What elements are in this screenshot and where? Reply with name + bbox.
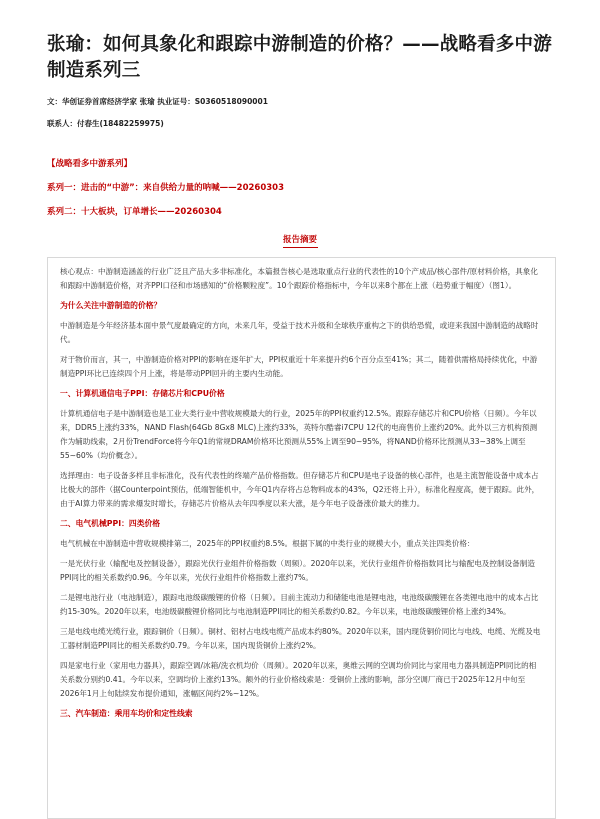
paragraph-selection-reason: 选择理由：电子设备多样且非标准化，没有代表性的终端产品价格指数。但存储芯片和CPU是电子设备的核心部件，也是主流智能设备中成本占比极大的部件（据Counterpoint预估，低端智能机中，今年Q1内存将占总物料成本的43%，Q2还将上升），标准化程度高，便于跟踪。此外，由于AI算力带来的需求爆发时增长，存储芯片价格从去年四季度以来大涨，是今年电子设备涨价最大的推力。: [60, 471, 540, 508]
heading-computer-electronics: 一、计算机通信电子PPI：存储芯片和CPU价格: [60, 389, 225, 398]
paragraph-prices: 对于物价而言，其一，中游制造价格对PPI的影响在逐年扩大，PPI权重近十年来提升约6个百分点至41%；其二，随着供需格局持续优化，中游制造PPI环比已连续四个月上涨，将是带动PPI回升的主要内生动能。: [60, 355, 538, 378]
paragraph-photovoltaic: 一是光伏行业（输配电及控制设备），跟踪光伏行业组件价格指数（周频）。2020年以来，光伏行业组件价格指数同比与输配电及控制设备制造PPI同比的相关系数约0.96。今年以来，光伏行业组件价格指数上涨约7%。: [60, 559, 535, 582]
paragraph-lithium-battery: 二是锂电池行业（电池制造），跟踪电池级碳酸锂的价格（日频）。目前主流动力和储能电池是锂电池，电池级碳酸锂在各类锂电池中的成本占比约15-30%。2020年以来，电池级碳酸锂价格同比与电池制造PPI同比的相关系数约0.82。今年以来，电池级碳酸锂价格上涨约34%。: [60, 593, 539, 616]
series-link-2[interactable]: 系列二：十大板块，订单增长——20260304: [47, 207, 222, 217]
article-title: 张瑜：如何具象化和跟踪中游制造的价格？——战略看多中游制造系列三: [47, 34, 552, 81]
author-line: 文：华创证券首席经济学家 张瑜 执业证号：S0360518090001: [47, 97, 268, 106]
heading-electrical-machinery: 二、电气机械PPI：四类价格: [60, 519, 161, 528]
paragraph-computer-electronics: 计算机通信电子是中游制造也是工业大类行业中营收规模最大的行业，2025年的PPI权重约12.5%。跟踪存储芯片和CPU价格（日频）。今年以来，DDR5上涨约33%，NAND Flash(64Gb 8Gx8 MLC)上涨约33%，英特尔酷睿i7CPU 12代的电商售价上涨约20%。此外以三方机构预测作为辅助线索，2月份TrendForce将今年Q1的常规DRAM价格环比预测从55%上调至90~95%，将NAND价格环比预测从33~38%上调至55~60%（均价概念）。: [60, 409, 538, 460]
summary-core-view: 核心观点：中游制造涵盖的行业广泛且产品大多非标准化，本篇报告核心是选取重点行业的代表性的10个产成品/核心部件/原材料价格，具象化和跟踪中游制造价格，对齐PPI口径和市场感知的“价格颗粒度”。10个跟踪价格指标中，今年以来8个都在上涨（趋势重于幅度）（图1）。: [60, 267, 538, 290]
paragraph-wire-cable: 三是电线电缆光缆行业，跟踪铜价（日频）。铜材、铝材占电线电缆产品成本约80%。2020年以来，国内现货铜价同比与电线、电缆、光缆及电工器材制造PPI同比的相关系数约0.79。今年以来，国内现货铜价上涨约2%。: [60, 627, 541, 650]
question-heading: 为什么关注中游制造的价格？: [60, 301, 162, 310]
paragraph-electrical-intro: 电气机械在中游制造中营收规模排第二，2025年的PPI权重约8.5%。根据下属的中类行业的规模大小，重点关注四类价格：: [60, 539, 475, 548]
section-label: 报告摘要: [282, 235, 317, 245]
series-header: 【战略看多中游系列】: [47, 159, 133, 169]
heading-auto-manufacturing: 三、汽车制造：乘用车均价和定性线索: [60, 709, 193, 718]
section-underline: [283, 247, 318, 248]
paragraph-home-appliance: 四是家电行业（家用电力器具），跟踪空调/冰箱/洗衣机均价（周频）。2020年以来，奥维云网的空调均价同比与家用电力器具制造PPI同比的相关系数分别约0.41。今年以来，空调均价上涨约13%。额外的行业价格线索是：受铜价上涨的影响，部分空调厂商已于2025年12月中旬至2026年1月上旬陆续发布提价通知，涨幅区间约2%~12%。: [60, 661, 537, 698]
paragraph-midstream: 中游制造是今年经济基本面中景气度最确定的方向，未来几年，受益于技术升级和全球秩序重构之下的供给恐慌，或迎来我国中游制造的战略时代。: [60, 321, 539, 344]
series-link-1[interactable]: 系列一：进击的“中游”：来自供给力量的呐喊——20260303: [47, 183, 284, 193]
summary-content: [60, 265, 542, 727]
contact-line: 联系人：付春生(18482259975): [47, 119, 164, 128]
